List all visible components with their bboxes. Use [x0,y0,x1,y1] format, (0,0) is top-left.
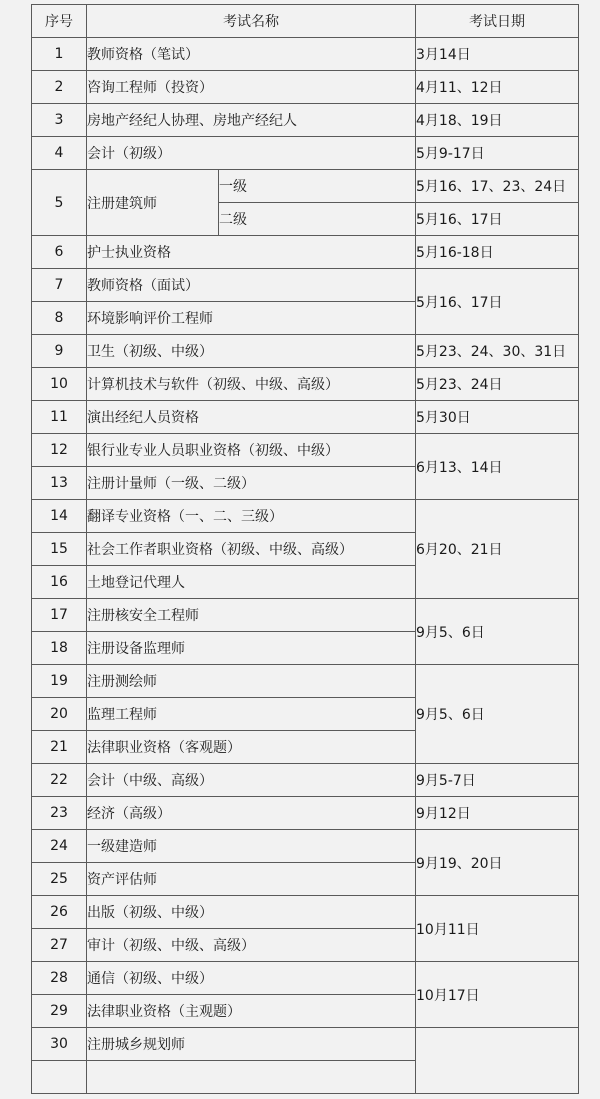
table-row [32,599,579,632]
table-row [32,500,579,533]
row-number: 5 [32,170,87,236]
exam-name: 护士执业资格 [87,236,416,269]
exam-date: 5月23、24、30、31日 [416,335,579,368]
exam-level: 二级 [219,203,416,236]
exam-name: 资产评估师 [87,863,416,896]
row-number: 6 [32,236,87,269]
table-row [32,962,579,995]
exam-name: 一级建造师 [87,830,416,863]
exam-name: 注册城乡规划师 [87,1028,416,1061]
row-number: 22 [32,764,87,797]
exam-name: 法律职业资格（客观题） [87,731,416,764]
exam-name: 银行业专业人员职业资格（初级、中级） [87,434,416,467]
row-number: 12 [32,434,87,467]
table-row [32,401,579,434]
header-exam-date: 考试日期 [416,5,579,38]
row-number: 3 [32,104,87,137]
header-row [32,5,579,38]
row-number: 13 [32,467,87,500]
exam-name: 会计（初级） [87,137,416,170]
exam-date: 10月17日 [416,962,579,1028]
row-number: 25 [32,863,87,896]
exam-name: 教师资格（笔试） [87,38,416,71]
exam-date: 5月30日 [416,401,579,434]
row-number: 30 [32,1028,87,1061]
exam-name: 注册核安全工程师 [87,599,416,632]
exam-date: 4月18、19日 [416,104,579,137]
exam-date [416,1028,579,1094]
row-number: 4 [32,137,87,170]
table-row [32,368,579,401]
exam-name: 注册建筑师 [87,170,219,236]
row-number: 26 [32,896,87,929]
exam-date: 5月16、17日 [416,269,579,335]
exam-name: 咨询工程师（投资） [87,71,416,104]
exam-name: 监理工程师 [87,698,416,731]
row-number: 19 [32,665,87,698]
row-number: 1 [32,38,87,71]
exam-name: 出版（初级、中级） [87,896,416,929]
exam-name: 经济（高级） [87,797,416,830]
exam-date: 9月5-7日 [416,764,579,797]
exam-date: 5月16、17日 [416,203,579,236]
table-row [32,335,579,368]
table-row [32,236,579,269]
row-number [32,1061,87,1094]
exam-name: 演出经纪人员资格 [87,401,416,434]
row-number: 17 [32,599,87,632]
table-row [32,434,579,467]
table-row [32,137,579,170]
exam-name: 教师资格（面试） [87,269,416,302]
exam-date: 9月5、6日 [416,665,579,764]
table-row [32,764,579,797]
table-body [32,38,579,1094]
row-number: 23 [32,797,87,830]
row-number: 10 [32,368,87,401]
table-row [32,896,579,929]
exam-date: 9月19、20日 [416,830,579,896]
exam-name: 卫生（初级、中级） [87,335,416,368]
row-number: 21 [32,731,87,764]
exam-name [87,1061,416,1094]
table-row [32,1028,579,1061]
row-number: 28 [32,962,87,995]
exam-date: 6月20、21日 [416,500,579,599]
row-number: 18 [32,632,87,665]
exam-date: 5月16-18日 [416,236,579,269]
exam-name: 计算机技术与软件（初级、中级、高级） [87,368,416,401]
exam-name: 法律职业资格（主观题） [87,995,416,1028]
table-row [32,170,579,203]
row-number: 14 [32,500,87,533]
row-number: 8 [32,302,87,335]
table-row [32,71,579,104]
row-number: 29 [32,995,87,1028]
exam-name: 翻译专业资格（一、二、三级） [87,500,416,533]
table-row [32,104,579,137]
row-number: 16 [32,566,87,599]
table-row [32,830,579,863]
row-number: 11 [32,401,87,434]
table-row [32,797,579,830]
exam-date: 10月11日 [416,896,579,962]
exam-name: 社会工作者职业资格（初级、中级、高级） [87,533,416,566]
table-row [32,38,579,71]
table-row [32,269,579,302]
row-number: 2 [32,71,87,104]
exam-date: 9月5、6日 [416,599,579,665]
exam-date: 5月16、17、23、24日 [416,170,579,203]
exam-schedule-table [31,4,579,1094]
row-number: 20 [32,698,87,731]
exam-name: 注册设备监理师 [87,632,416,665]
exam-name: 环境影响评价工程师 [87,302,416,335]
exam-name: 注册计量师（一级、二级） [87,467,416,500]
exam-date: 3月14日 [416,38,579,71]
exam-date: 5月23、24日 [416,368,579,401]
exam-date: 4月11、12日 [416,71,579,104]
row-number: 15 [32,533,87,566]
row-number: 24 [32,830,87,863]
exam-level: 一级 [219,170,416,203]
exam-date: 5月9-17日 [416,137,579,170]
exam-name: 通信（初级、中级） [87,962,416,995]
row-number: 27 [32,929,87,962]
exam-name: 审计（初级、中级、高级） [87,929,416,962]
exam-name: 会计（中级、高级） [87,764,416,797]
exam-name: 注册测绘师 [87,665,416,698]
table-row [32,665,579,698]
exam-name: 房地产经纪人协理、房地产经纪人 [87,104,416,137]
header-exam-name: 考试名称 [87,5,416,38]
row-number: 9 [32,335,87,368]
row-number: 7 [32,269,87,302]
header-seq: 序号 [32,5,87,38]
exam-date: 9月12日 [416,797,579,830]
exam-name: 土地登记代理人 [87,566,416,599]
exam-date: 6月13、14日 [416,434,579,500]
